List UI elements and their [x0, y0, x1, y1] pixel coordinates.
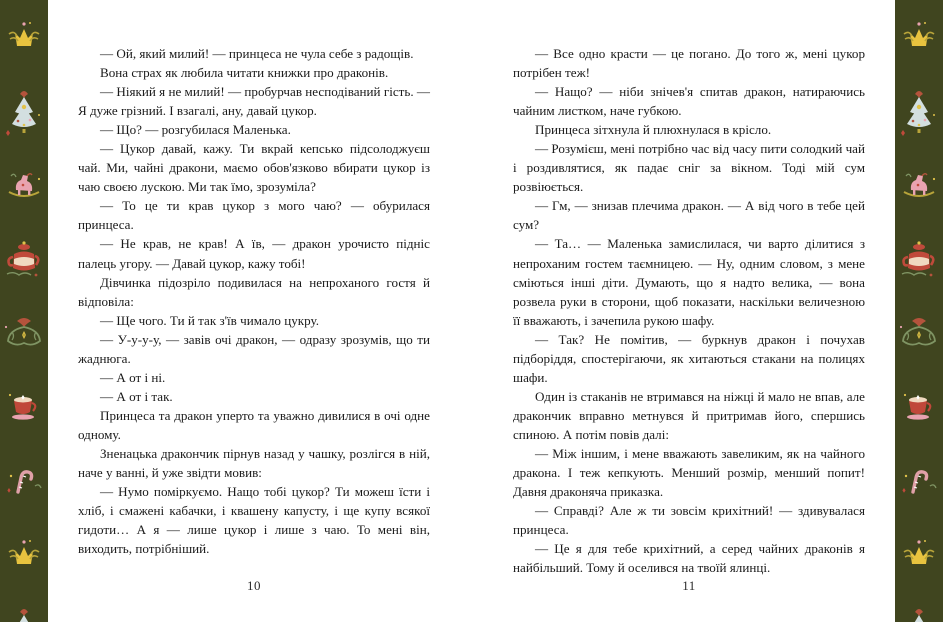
- crown-icon: [0, 518, 48, 592]
- page-number-left: 10: [247, 578, 261, 593]
- paragraph: — Цукор давай, кажу. Ти вкрай кепсько підсолоджуєш чай. Ми, чайні дракони, маємо обов'язково вбирати цукор із чаю своєю лускою. Ми так їмо, зрозуміла?: [78, 141, 430, 195]
- motif-column-left: [0, 0, 48, 622]
- paragraph: — А от і так.: [100, 388, 173, 404]
- rocking-horse-icon: [895, 148, 943, 222]
- paragraph: — У-у-у-у, — завів очі дракон, — одразу зрозумів, що ти жаднюга.: [78, 331, 430, 366]
- christmas-tree-icon: [0, 592, 48, 622]
- paragraph: Принцеса та дракон уперто та уважно дивилися в очі одне одному.: [78, 407, 430, 442]
- crown-icon: [0, 0, 48, 74]
- right-page-text: [513, 44, 865, 577]
- wreath-bow-icon: [0, 296, 48, 370]
- paragraph: — Ще чого. Ти й так з'їв чимало цукру.: [100, 312, 319, 328]
- paragraph: — Так? Не помітив, — буркнув дракон і почухав підборіддя, спостерігаючи, як хитаються стакани на полицях шафи.: [513, 331, 865, 385]
- paragraph: — Між іншим, і мене вважають завеликим, як на чайного дракона. І теж кепкують. Менший розмір, менший попит! Давня драконяча приказка.: [513, 445, 865, 500]
- paragraph: — Гм, — знизав плечима дракон. — А від чого в тебе цей сум?: [513, 198, 865, 233]
- paragraph: — Нумо поміркуємо. Нащо тобі цукор? Ти можеш їсти і хліб, і смажені кабачки, і квашену капусту, і ще купу всякої гидоти… А я — лише цукор і лише з чаю. То мені він, виходить, потрібніший.: [78, 484, 430, 557]
- wreath-bow-icon: [895, 296, 943, 370]
- decorative-border-left: [0, 0, 48, 622]
- paragraph: — Та… — Маленька замислилася, чи варто ділитися з непроханим гостем таємницею. — Ну, одним словом, з мене сміються інші діти. Думають, що я надто велика, — вона розвела руки в сторони, щоб показати, наскільки величезною її вважають, і зачепила рукою шафу.: [513, 236, 865, 328]
- crown-icon: [895, 0, 943, 74]
- paragraph: Принцеса зітхнула й плюхнулася в крісло.: [535, 122, 772, 138]
- christmas-tree-icon: [895, 592, 943, 622]
- paragraph: Дівчинка підозріло подивилася на непроханого гостя й відповіла:: [78, 274, 430, 309]
- motif-column-right: [895, 0, 943, 622]
- teacup-icon: [895, 370, 943, 444]
- paragraph: — Ніякий я не милий! — пробурчав несподіваний гість. — Я дуже грізний. І взагалі, ану, давай цукор.: [78, 84, 430, 119]
- christmas-tree-icon: [895, 74, 943, 148]
- paragraph: — Справді? Але ж ти зовсім крихітний! — здивувалася принцеса.: [513, 503, 865, 538]
- crown-icon: [895, 518, 943, 592]
- candy-cane-icon: [895, 444, 943, 518]
- paragraph: — То це ти крав цукор з мого чаю? — обурилася принцеса.: [78, 198, 430, 233]
- paragraph: — Нащо? — ніби знічев'я спитав дракон, натираючись чайним листком, наче губкою.: [513, 84, 865, 119]
- paragraph: — Це я для тебе крихітний, а серед чайних драконів я найбільший. Тому й оселився на твоїй ялинці.: [513, 541, 865, 576]
- paragraph: Вона страх як любила читати книжки про драконів.: [100, 65, 389, 81]
- paragraph: — Все одно красти — це погано. До того ж, мені цукор потрібен теж!: [513, 46, 865, 81]
- paragraph: — А от і ні.: [100, 369, 166, 385]
- christmas-tree-icon: [0, 74, 48, 148]
- candy-cane-icon: [0, 444, 48, 518]
- paragraph: — Не крав, не крав! А їв, — дракон урочисто підніс палець угору. — Давай цукор, кажу тобі!: [78, 236, 430, 271]
- paragraph: — Ой, який милий! — принцеса не чула себе з радощів.: [100, 46, 414, 61]
- decorative-border-right: [895, 0, 943, 622]
- paragraph: Один із стаканів не втримався на ніжці й мало не впав, але дракончик вправно метнувся й притримав його, спершись спиною. А потім повів далі:: [513, 388, 865, 442]
- paragraph: — Що? — розгубилася Маленька.: [100, 122, 291, 138]
- left-page-text: [78, 44, 430, 558]
- teapot-icon: [895, 222, 943, 296]
- page-number-right: 11: [682, 578, 696, 593]
- paragraph: — Розумієш, мені потрібно час від часу пити солодкий чай і роздивлятися, як падає сніг за вікном. Тоді мій сум розвіюється.: [513, 141, 865, 195]
- rocking-horse-icon: [0, 148, 48, 222]
- teapot-icon: [0, 222, 48, 296]
- teacup-icon: [0, 370, 48, 444]
- paragraph: Зненацька дракончик пірнув назад у чашку, розлігся в ній, наче у ванні, й уже звідти мовив:: [78, 445, 430, 481]
